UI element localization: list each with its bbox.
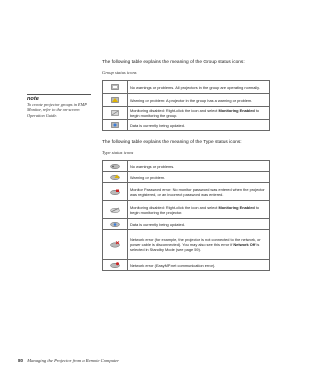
table-row: [103, 107, 270, 120]
type-row-description: Data is currently being updated.: [128, 219, 270, 230]
group-updating-icon: [111, 122, 119, 128]
type-icons-caption: Type status icons: [102, 150, 134, 155]
text-part: to begin monitoring the group.: [130, 108, 260, 118]
group-warning-icon: [111, 97, 119, 103]
group-row-description: [128, 107, 270, 120]
table-row: [103, 260, 270, 271]
group-icons-intro: The following table explains the meaning of the Group status icons:: [102, 60, 245, 65]
note-text: To create projector groups in EMP Monitor, refer to the on-screen Operation Guide.: [27, 102, 87, 118]
text-part: is selected in Standby Mode (see page 59).: [130, 242, 260, 252]
table-row: [103, 81, 270, 94]
table-row: [103, 94, 270, 107]
text-part: Network error (for example, the projector is not connected to the network, or power cable is disconnected). You may also see this error if: [130, 237, 261, 247]
group-row-description: Warning or problem: A projector in the group has a warning or problem.: [128, 94, 270, 107]
bold-term: Network Off: [233, 242, 256, 247]
type-row-description: [128, 201, 270, 219]
type-easympnet-error-icon: [110, 262, 120, 268]
table-row: [103, 230, 270, 260]
table-row: [103, 183, 270, 201]
page-footer: [18, 358, 119, 363]
type-row-description: No warnings or problems.: [128, 161, 270, 172]
text-part: to begin monitoring the projector.: [130, 204, 260, 215]
type-password-error-icon: [110, 189, 120, 195]
page-number: 80: [18, 358, 24, 363]
type-monitoring-disabled-icon: [110, 207, 120, 213]
type-row-description: Warning or problem.: [128, 172, 270, 183]
group-row-description: No warnings or problems. All projectors in the group are operating normally.: [128, 81, 270, 94]
type-row-description: Monitor Password error: No monitor password was entered when the projector was registered, or an incorrect password was entered.: [128, 183, 270, 201]
note-title: note: [27, 96, 39, 102]
table-row: [103, 172, 270, 183]
group-row-description: Data is currently being updated.: [128, 120, 270, 131]
type-icons-intro: The following table explains the meaning of the Type status icons:: [102, 140, 242, 145]
group-icons-caption: Group status icons: [102, 70, 137, 75]
type-updating-icon: [110, 221, 120, 227]
footer-title: Managing the Projector from a Remote Computer: [27, 358, 120, 363]
table-row: [103, 201, 270, 219]
type-row-description: Network error (EasyMP.net communication error).: [128, 260, 270, 271]
type-network-error-icon: [110, 241, 120, 248]
margin-note: [27, 94, 91, 118]
group-monitoring-disabled-icon: [111, 110, 119, 116]
type-warning-icon: [110, 174, 120, 180]
table-row: [103, 219, 270, 230]
type-normal-icon: [110, 163, 120, 169]
table-row: [103, 161, 270, 172]
type-status-table: [102, 160, 270, 271]
table-row: [103, 120, 270, 131]
type-row-description: [128, 230, 270, 260]
group-status-table: [102, 80, 270, 131]
group-normal-icon: [111, 84, 119, 90]
text-part: Monitoring disabled: Right-click the icon and select: [130, 204, 219, 210]
text-part: Monitoring disabled: Right-click the icon and select: [130, 108, 219, 113]
bold-term: Monitoring Enabled: [218, 204, 255, 210]
bold-term: Monitoring Enabled: [218, 108, 255, 113]
